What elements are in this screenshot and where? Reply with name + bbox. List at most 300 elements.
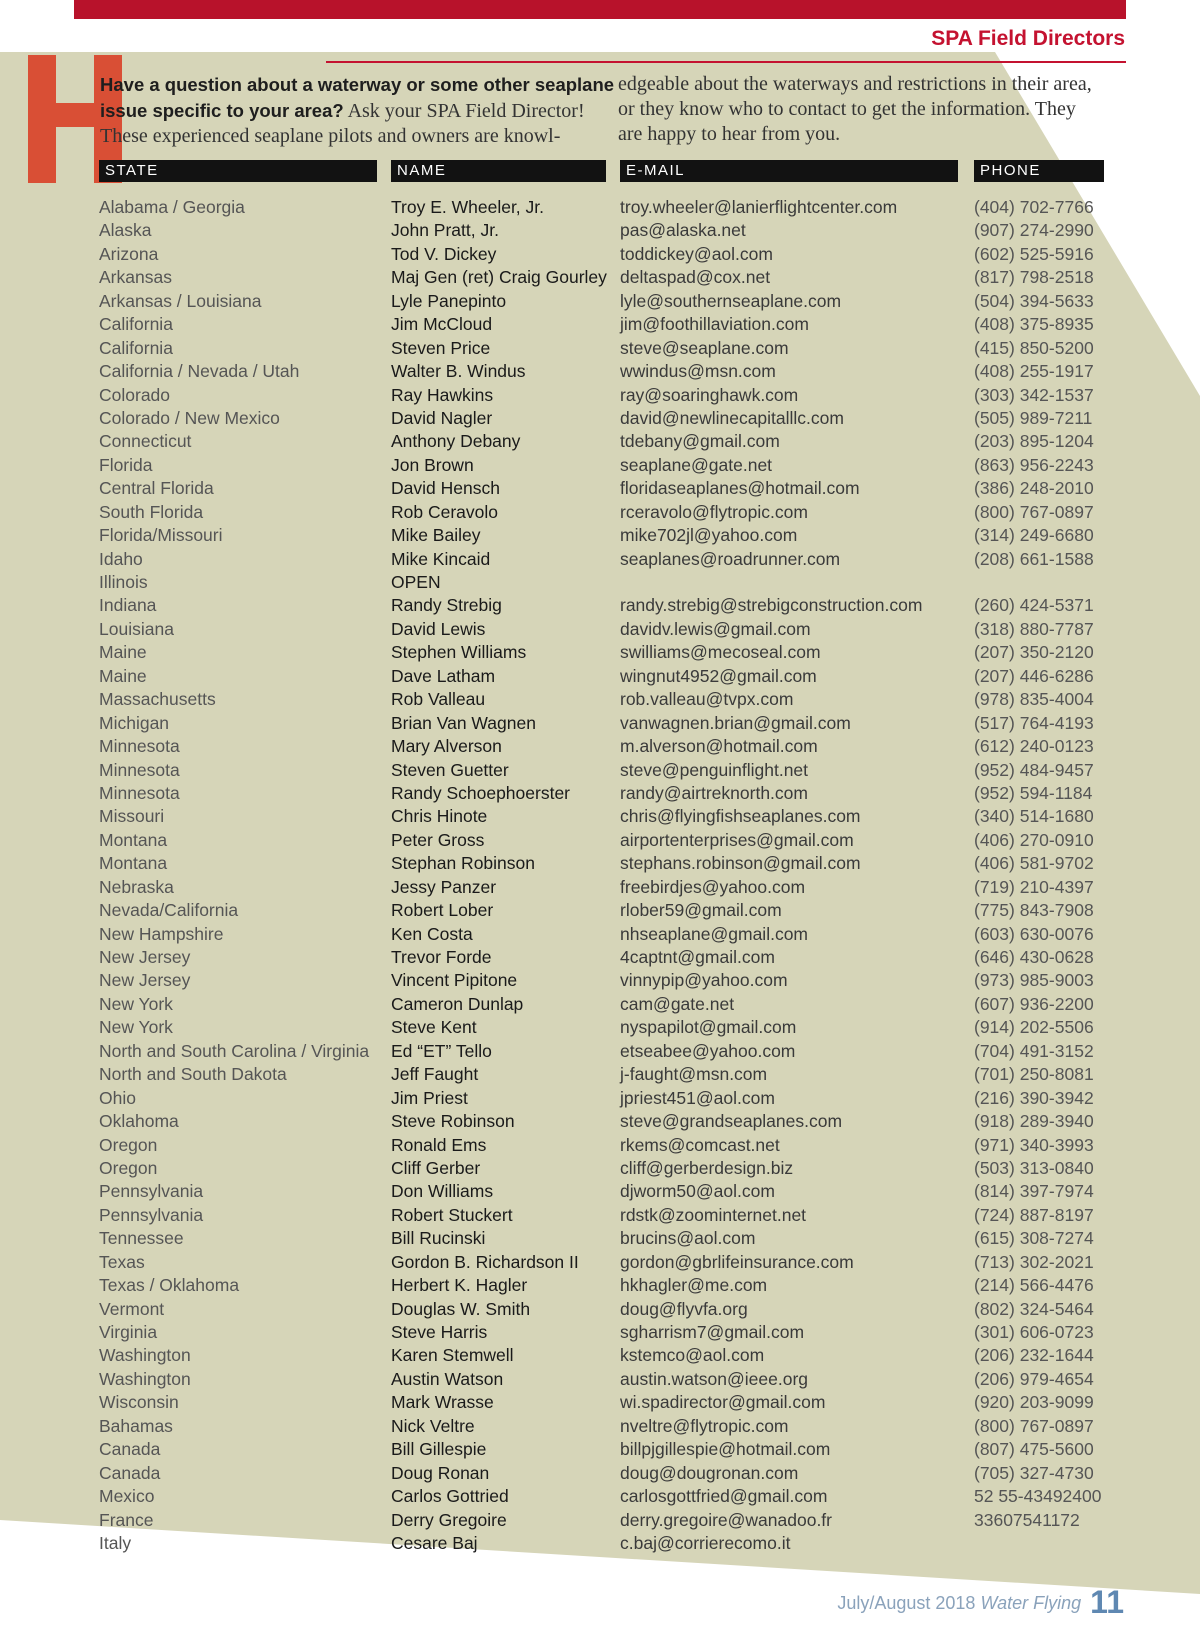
email-cell: sgharrism7@gmail.com bbox=[620, 1322, 805, 1342]
email-cell: nveltre@flytropic.com bbox=[620, 1415, 789, 1436]
state-cell: Arizona bbox=[99, 243, 159, 264]
table-row bbox=[0, 782, 1200, 805]
intro-paragraph-left bbox=[100, 72, 615, 149]
email-cell: wi.spadirector@gmail.com bbox=[620, 1392, 826, 1413]
phone-cell: (408) 375-8935 bbox=[974, 314, 1094, 335]
name-cell: Stephan Robinson bbox=[391, 853, 535, 874]
name-cell: Ronald Ems bbox=[391, 1134, 487, 1155]
email-cell: rlober59@gmail.com bbox=[620, 900, 782, 921]
table-row bbox=[0, 548, 1200, 571]
footer-date: July/August 2018 bbox=[837, 1593, 976, 1613]
email-cell: rdstk@zoominternet.net bbox=[620, 1204, 807, 1225]
table-row bbox=[0, 1415, 1200, 1438]
intro-right-line-1: edgeable about the waterways and restrictions in their area, bbox=[618, 73, 1092, 95]
table-row bbox=[0, 641, 1200, 664]
email-cell: floridaseaplanes@hotmail.com bbox=[620, 478, 860, 499]
email-cell: tdebany@gmail.com bbox=[620, 431, 780, 452]
phone-cell: (505) 989-7211 bbox=[974, 407, 1093, 428]
name-cell: Randy Strebig bbox=[391, 595, 502, 616]
email-cell: jpriest451@aol.com bbox=[620, 1087, 775, 1108]
table-row bbox=[0, 829, 1200, 852]
email-cell: vinnypip@yahoo.com bbox=[620, 970, 788, 991]
table-row bbox=[0, 1063, 1200, 1086]
state-cell: Louisiana bbox=[99, 618, 174, 639]
phone-cell: (914) 202-5506 bbox=[974, 1017, 1094, 1038]
table-row bbox=[0, 969, 1200, 992]
email-cell: billpjgillespie@hotmail.com bbox=[620, 1439, 831, 1460]
state-cell: Arkansas bbox=[99, 267, 172, 288]
table-row bbox=[0, 1016, 1200, 1039]
table-row bbox=[0, 1227, 1200, 1250]
phone-cell: (800) 767-0897 bbox=[974, 1415, 1094, 1436]
email-cell: cliff@gerberdesign.biz bbox=[620, 1157, 794, 1178]
phone-cell: (807) 475-5600 bbox=[974, 1439, 1094, 1460]
state-cell: South Florida bbox=[99, 501, 204, 522]
table-row bbox=[0, 1274, 1200, 1297]
email-cell: cam@gate.net bbox=[620, 993, 735, 1014]
table-row bbox=[0, 1157, 1200, 1180]
email-cell: deltaspad@cox.net bbox=[620, 267, 771, 288]
table-row bbox=[0, 1040, 1200, 1063]
table-row bbox=[0, 876, 1200, 899]
state-cell: Canada bbox=[99, 1462, 161, 1483]
state-cell: Oregon bbox=[99, 1157, 158, 1178]
name-cell: Anthony Debany bbox=[391, 431, 521, 452]
name-cell: Peter Gross bbox=[391, 829, 485, 850]
phone-cell: (517) 764-4193 bbox=[974, 712, 1094, 733]
name-cell: Cameron Dunlap bbox=[391, 993, 524, 1014]
state-cell: Alaska bbox=[99, 220, 152, 241]
page-number: 11 bbox=[1090, 1584, 1124, 1620]
state-cell: Vermont bbox=[99, 1298, 165, 1319]
email-cell: pas@alaska.net bbox=[620, 220, 746, 241]
email-cell: davidv.lewis@gmail.com bbox=[620, 618, 811, 639]
state-cell: New Hampshire bbox=[99, 923, 224, 944]
phone-cell: (814) 397-7974 bbox=[974, 1181, 1094, 1202]
name-cell: Walter B. Windus bbox=[391, 361, 526, 382]
name-cell: Steven Price bbox=[391, 337, 491, 358]
email-cell: freebirdjes@yahoo.com bbox=[620, 876, 806, 897]
name-cell: Robert Lober bbox=[391, 900, 494, 921]
email-cell: gordon@gbrlifeinsurance.com bbox=[620, 1251, 854, 1272]
phone-cell: (603) 630-0076 bbox=[974, 923, 1094, 944]
phone-cell: (207) 446-6286 bbox=[974, 665, 1094, 686]
table-row bbox=[0, 594, 1200, 617]
table-row bbox=[0, 1509, 1200, 1532]
table-row bbox=[0, 1344, 1200, 1367]
phone-cell: (615) 308-7274 bbox=[974, 1228, 1094, 1249]
name-cell: John Pratt, Jr. bbox=[391, 220, 499, 241]
column-header-state: STATE bbox=[99, 160, 377, 182]
email-cell: lyle@southernseaplane.com bbox=[620, 290, 842, 311]
phone-cell: (607) 936-2200 bbox=[974, 993, 1094, 1014]
table-row bbox=[0, 477, 1200, 500]
table-row bbox=[0, 899, 1200, 922]
table-row bbox=[0, 1321, 1200, 1344]
email-cell: troy.wheeler@lanierflightcenter.com bbox=[620, 197, 898, 217]
phone-cell: 33607541172 bbox=[974, 1509, 1080, 1530]
email-cell: c.baj@corrierecomo.it bbox=[620, 1532, 791, 1553]
name-cell: Troy E. Wheeler, Jr. bbox=[391, 197, 545, 217]
email-cell: chris@flyingfishseaplanes.com bbox=[620, 806, 861, 827]
state-cell: Oklahoma bbox=[99, 1111, 179, 1132]
phone-cell: (602) 525-5916 bbox=[974, 243, 1094, 264]
state-cell: Central Florida bbox=[99, 478, 214, 499]
table-row bbox=[0, 735, 1200, 758]
state-cell: New Jersey bbox=[99, 947, 191, 967]
phone-cell: (920) 203-9099 bbox=[974, 1392, 1094, 1413]
state-cell: Canada bbox=[99, 1439, 161, 1460]
name-cell: Maj Gen (ret) Craig Gourley bbox=[391, 267, 607, 288]
phone-cell: (907) 274-2990 bbox=[974, 220, 1094, 241]
email-cell: jim@foothillaviation.com bbox=[620, 314, 809, 335]
phone-cell: (646) 430-0628 bbox=[974, 947, 1094, 967]
state-cell: California bbox=[99, 314, 173, 335]
phone-cell: (386) 248-2010 bbox=[974, 478, 1094, 499]
table-row bbox=[0, 266, 1200, 289]
column-header-email: E-MAIL bbox=[620, 160, 958, 182]
table-row bbox=[0, 1110, 1200, 1133]
table-row bbox=[0, 1180, 1200, 1203]
state-cell: Nebraska bbox=[99, 876, 174, 897]
state-cell: Texas bbox=[99, 1251, 145, 1272]
name-cell: Cliff Gerber bbox=[391, 1157, 481, 1178]
name-cell: Gordon B. Richardson II bbox=[391, 1251, 579, 1272]
email-cell: steve@grandseaplanes.com bbox=[620, 1111, 843, 1132]
state-cell: Massachusetts bbox=[99, 689, 216, 710]
name-cell: Jessy Panzer bbox=[391, 876, 497, 897]
email-cell: stephans.robinson@gmail.com bbox=[620, 853, 861, 874]
phone-cell: (408) 255-1917 bbox=[974, 361, 1094, 382]
state-cell: Oregon bbox=[99, 1134, 158, 1155]
table-row bbox=[0, 524, 1200, 547]
intro-lead-line-1: Have a question about a waterway or some other seaplane bbox=[100, 74, 615, 95]
name-cell: Rob Ceravolo bbox=[391, 501, 498, 522]
email-cell: derry.gregoire@wanadoo.fr bbox=[620, 1509, 832, 1530]
state-cell: Florida bbox=[99, 454, 153, 475]
name-cell: Cesare Baj bbox=[391, 1532, 478, 1553]
phone-cell: (406) 581-9702 bbox=[974, 853, 1094, 874]
name-cell: Ray Hawkins bbox=[391, 384, 494, 405]
email-cell: nyspapilot@gmail.com bbox=[620, 1017, 797, 1038]
email-cell: 4captnt@gmail.com bbox=[620, 947, 775, 967]
state-cell: Bahamas bbox=[99, 1415, 173, 1436]
table-row bbox=[0, 313, 1200, 336]
name-cell: Mary Alverson bbox=[391, 736, 502, 757]
table-row bbox=[0, 501, 1200, 524]
state-cell: Washington bbox=[99, 1368, 191, 1389]
state-cell: Montana bbox=[99, 829, 168, 850]
state-cell: Indiana bbox=[99, 595, 157, 616]
state-cell: Italy bbox=[99, 1532, 132, 1553]
table-row bbox=[0, 805, 1200, 828]
state-cell: Montana bbox=[99, 853, 168, 874]
phone-cell: (800) 767-0897 bbox=[974, 501, 1094, 522]
email-cell: randy@airtreknorth.com bbox=[620, 782, 808, 803]
name-cell: Lyle Panepinto bbox=[391, 290, 507, 311]
title-rule bbox=[326, 61, 1126, 63]
email-cell: j-faught@msn.com bbox=[620, 1064, 768, 1085]
phone-cell: 52 55-43492400 bbox=[974, 1486, 1102, 1507]
table-row bbox=[0, 243, 1200, 266]
state-cell: Maine bbox=[99, 665, 147, 686]
email-cell: austin.watson@ieee.org bbox=[620, 1368, 809, 1389]
state-cell: Virginia bbox=[99, 1322, 158, 1342]
name-cell: Mike Bailey bbox=[391, 525, 481, 546]
name-cell: Ed “ET” Tello bbox=[391, 1040, 492, 1061]
phone-cell: (504) 394-5633 bbox=[974, 290, 1094, 311]
table-row bbox=[0, 1462, 1200, 1485]
phone-cell: (705) 327-4730 bbox=[974, 1462, 1094, 1483]
state-cell: Mexico bbox=[99, 1486, 155, 1507]
email-cell: nhseaplane@gmail.com bbox=[620, 923, 809, 944]
table-row bbox=[0, 337, 1200, 360]
phone-cell: (775) 843-7908 bbox=[974, 900, 1094, 921]
section-title: SPA Field Directors bbox=[931, 27, 1125, 50]
name-cell: Ken Costa bbox=[391, 923, 473, 944]
phone-cell: (701) 250-8081 bbox=[974, 1064, 1094, 1085]
email-cell: randy.strebig@strebigconstruction.com bbox=[620, 595, 923, 616]
table-row bbox=[0, 1485, 1200, 1508]
table-row bbox=[0, 1298, 1200, 1321]
name-cell: Doug Ronan bbox=[391, 1462, 490, 1483]
state-cell: Ohio bbox=[99, 1087, 136, 1108]
state-cell: Colorado / New Mexico bbox=[99, 407, 280, 428]
table-row bbox=[0, 1087, 1200, 1110]
state-cell: Pennsylvania bbox=[99, 1181, 204, 1202]
table-row bbox=[0, 759, 1200, 782]
phone-cell: (612) 240-0123 bbox=[974, 736, 1094, 757]
name-cell: Randy Schoephoerster bbox=[391, 782, 570, 803]
page-footer bbox=[837, 1584, 1124, 1621]
name-cell: David Lewis bbox=[391, 618, 486, 639]
table-row bbox=[0, 712, 1200, 735]
table-row bbox=[0, 1391, 1200, 1414]
state-cell: Minnesota bbox=[99, 736, 180, 757]
email-cell: doug@flyvfa.org bbox=[620, 1298, 748, 1319]
state-cell: Washington bbox=[99, 1345, 191, 1366]
name-cell: Herbert K. Hagler bbox=[391, 1275, 528, 1296]
table-row bbox=[0, 1134, 1200, 1157]
name-cell: Jeff Faught bbox=[391, 1064, 479, 1085]
phone-cell: (719) 210-4397 bbox=[974, 876, 1094, 897]
email-cell: ray@soaringhawk.com bbox=[620, 384, 799, 405]
phone-cell: (952) 594-1184 bbox=[974, 782, 1093, 803]
table-row bbox=[0, 946, 1200, 969]
name-cell: David Nagler bbox=[391, 407, 493, 428]
phone-cell: (216) 390-3942 bbox=[974, 1087, 1094, 1108]
email-cell: hkhagler@me.com bbox=[620, 1275, 768, 1296]
state-cell: Pennsylvania bbox=[99, 1204, 204, 1225]
table-row bbox=[0, 688, 1200, 711]
phone-cell: (713) 302-2021 bbox=[974, 1251, 1094, 1272]
table-row bbox=[0, 360, 1200, 383]
name-cell: Steve Robinson bbox=[391, 1111, 515, 1132]
name-cell: Austin Watson bbox=[391, 1368, 504, 1389]
state-cell: California bbox=[99, 337, 173, 358]
phone-cell: (318) 880-7787 bbox=[974, 618, 1094, 639]
name-cell: Bill Rucinski bbox=[391, 1228, 486, 1249]
email-cell: brucins@aol.com bbox=[620, 1228, 756, 1249]
email-cell: m.alverson@hotmail.com bbox=[620, 736, 818, 757]
name-cell: Steve Kent bbox=[391, 1017, 477, 1038]
state-cell: Maine bbox=[99, 642, 147, 663]
state-cell: Missouri bbox=[99, 806, 165, 827]
name-cell: Chris Hinote bbox=[391, 806, 488, 827]
email-cell: rceravolo@flytropic.com bbox=[620, 501, 808, 522]
table-row bbox=[0, 454, 1200, 477]
footer-publication: Water Flying bbox=[980, 1593, 1082, 1613]
name-cell: OPEN bbox=[391, 572, 441, 592]
email-cell: steve@seaplane.com bbox=[620, 337, 789, 358]
email-cell: rkems@comcast.net bbox=[620, 1134, 780, 1155]
name-cell: Bill Gillespie bbox=[391, 1439, 487, 1460]
email-cell: seaplanes@roadrunner.com bbox=[620, 548, 841, 569]
email-cell: rob.valleau@tvpx.com bbox=[620, 689, 794, 710]
phone-cell: (503) 313-0840 bbox=[974, 1157, 1094, 1178]
state-cell: North and South Carolina / Virginia bbox=[99, 1040, 370, 1061]
name-cell: Rob Valleau bbox=[391, 689, 486, 710]
name-cell: Trevor Forde bbox=[391, 947, 492, 967]
email-cell: vanwagnen.brian@gmail.com bbox=[620, 712, 851, 733]
phone-cell: (206) 979-4654 bbox=[974, 1368, 1094, 1389]
phone-cell: (973) 985-9003 bbox=[974, 970, 1094, 991]
table-row bbox=[0, 1368, 1200, 1391]
intro-right-line-2: or they know who to contact to get the information. They bbox=[618, 98, 1076, 120]
table-row bbox=[0, 384, 1200, 407]
table-row bbox=[0, 219, 1200, 242]
phone-cell: (206) 232-1644 bbox=[974, 1345, 1094, 1366]
email-cell: toddickey@aol.com bbox=[620, 243, 773, 264]
phone-cell: (704) 491-3152 bbox=[974, 1040, 1094, 1061]
table-row bbox=[0, 993, 1200, 1016]
state-cell: Minnesota bbox=[99, 759, 180, 780]
state-cell: New Jersey bbox=[99, 970, 191, 991]
email-cell: doug@dougronan.com bbox=[620, 1462, 799, 1483]
name-cell: Jim Priest bbox=[391, 1087, 468, 1108]
email-cell: carlosgottfried@gmail.com bbox=[620, 1486, 828, 1507]
table-row bbox=[0, 1251, 1200, 1274]
name-cell: Vincent Pipitone bbox=[391, 970, 518, 991]
state-cell: Idaho bbox=[99, 548, 143, 569]
name-cell: Tod V. Dickey bbox=[391, 243, 497, 264]
name-cell: Stephen Williams bbox=[391, 642, 527, 663]
state-cell: New York bbox=[99, 993, 173, 1014]
phone-cell: (314) 249-6680 bbox=[974, 525, 1094, 546]
phone-cell: (203) 895-1204 bbox=[974, 431, 1094, 452]
state-cell: Tennessee bbox=[99, 1228, 184, 1249]
intro-line-2-rest: Ask your SPA Field Director! bbox=[343, 100, 585, 122]
phone-cell: (340) 514-1680 bbox=[974, 806, 1094, 827]
email-cell: steve@penguinflight.net bbox=[620, 759, 809, 780]
state-cell: Arkansas / Louisiana bbox=[99, 290, 262, 311]
state-cell: Michigan bbox=[99, 712, 170, 733]
column-header-phone: PHONE bbox=[974, 160, 1104, 182]
table-row bbox=[0, 852, 1200, 875]
top-accent-bar bbox=[74, 0, 1126, 19]
phone-cell: (303) 342-1537 bbox=[974, 384, 1094, 405]
phone-cell: (207) 350-2120 bbox=[974, 642, 1094, 663]
email-cell: airportenterprises@gmail.com bbox=[620, 829, 854, 850]
state-cell: New York bbox=[99, 1017, 173, 1038]
phone-cell: (404) 702-7766 bbox=[974, 197, 1094, 217]
name-cell: Steven Guetter bbox=[391, 759, 509, 780]
name-cell: Steve Harris bbox=[391, 1322, 488, 1342]
table-row bbox=[0, 430, 1200, 453]
table-row bbox=[0, 1204, 1200, 1227]
intro-lead-line-2: issue specific to your area? bbox=[100, 100, 344, 121]
table-row bbox=[0, 1532, 1200, 1555]
name-cell: Mike Kincaid bbox=[391, 548, 491, 569]
phone-cell: (863) 956-2243 bbox=[974, 454, 1094, 475]
state-cell: California / Nevada / Utah bbox=[99, 361, 300, 382]
phone-cell: (817) 798-2518 bbox=[974, 267, 1094, 288]
name-cell: Jim McCloud bbox=[391, 314, 493, 335]
state-cell: Nevada/California bbox=[99, 900, 239, 921]
table-row bbox=[0, 407, 1200, 430]
intro-paragraph-right bbox=[618, 72, 1113, 147]
name-cell: Mark Wrasse bbox=[391, 1392, 494, 1413]
phone-cell: (260) 424-5371 bbox=[974, 595, 1094, 616]
state-cell: Colorado bbox=[99, 384, 171, 405]
table-row bbox=[0, 1438, 1200, 1461]
column-header-name: NAME bbox=[391, 160, 606, 182]
table-row bbox=[0, 571, 1200, 594]
table-row bbox=[0, 290, 1200, 313]
table-row bbox=[0, 618, 1200, 641]
phone-cell: (802) 324-5464 bbox=[974, 1298, 1094, 1319]
table-row bbox=[0, 923, 1200, 946]
phone-cell: (301) 606-0723 bbox=[974, 1322, 1094, 1342]
state-cell: Connecticut bbox=[99, 431, 192, 452]
phone-cell: (406) 270-0910 bbox=[974, 829, 1094, 850]
state-cell: France bbox=[99, 1509, 154, 1530]
email-cell: seaplane@gate.net bbox=[620, 454, 773, 475]
state-cell: Illinois bbox=[99, 572, 148, 592]
phone-cell: (952) 484-9457 bbox=[974, 759, 1094, 780]
phone-cell: (415) 850-5200 bbox=[974, 337, 1094, 358]
state-cell: Alabama / Georgia bbox=[99, 197, 245, 217]
email-cell: etseabee@yahoo.com bbox=[620, 1040, 796, 1061]
email-cell: wwindus@msn.com bbox=[620, 361, 776, 382]
email-cell: swilliams@mecoseal.com bbox=[620, 642, 821, 663]
phone-cell: (971) 340-3993 bbox=[974, 1134, 1094, 1155]
name-cell: Douglas W. Smith bbox=[391, 1298, 531, 1319]
state-cell: Texas / Oklahoma bbox=[99, 1275, 240, 1296]
name-cell: Carlos Gottried bbox=[391, 1486, 509, 1507]
name-cell: David Hensch bbox=[391, 478, 500, 499]
state-cell: North and South Dakota bbox=[99, 1064, 287, 1085]
phone-cell: (978) 835-4004 bbox=[974, 689, 1094, 710]
state-cell: Minnesota bbox=[99, 782, 180, 803]
directors-table bbox=[0, 196, 1200, 1555]
phone-cell: (208) 661-1588 bbox=[974, 548, 1094, 569]
phone-cell: (918) 289-3940 bbox=[974, 1111, 1094, 1132]
name-cell: Karen Stemwell bbox=[391, 1345, 514, 1366]
name-cell: Robert Stuckert bbox=[391, 1204, 513, 1225]
table-row bbox=[0, 196, 1200, 219]
name-cell: Dave Latham bbox=[391, 665, 496, 686]
intro-line-3: These experienced seaplane pilots and owners are knowl- bbox=[100, 125, 561, 147]
email-cell: mike702jl@yahoo.com bbox=[620, 525, 798, 546]
name-cell: Don Williams bbox=[391, 1181, 494, 1202]
email-cell: kstemco@aol.com bbox=[620, 1345, 765, 1366]
name-cell: Jon Brown bbox=[391, 454, 474, 475]
state-cell: Florida/Missouri bbox=[99, 525, 223, 546]
phone-cell: (724) 887-8197 bbox=[974, 1204, 1094, 1225]
phone-cell: (214) 566-4476 bbox=[974, 1275, 1094, 1296]
name-cell: Brian Van Wagnen bbox=[391, 712, 536, 733]
